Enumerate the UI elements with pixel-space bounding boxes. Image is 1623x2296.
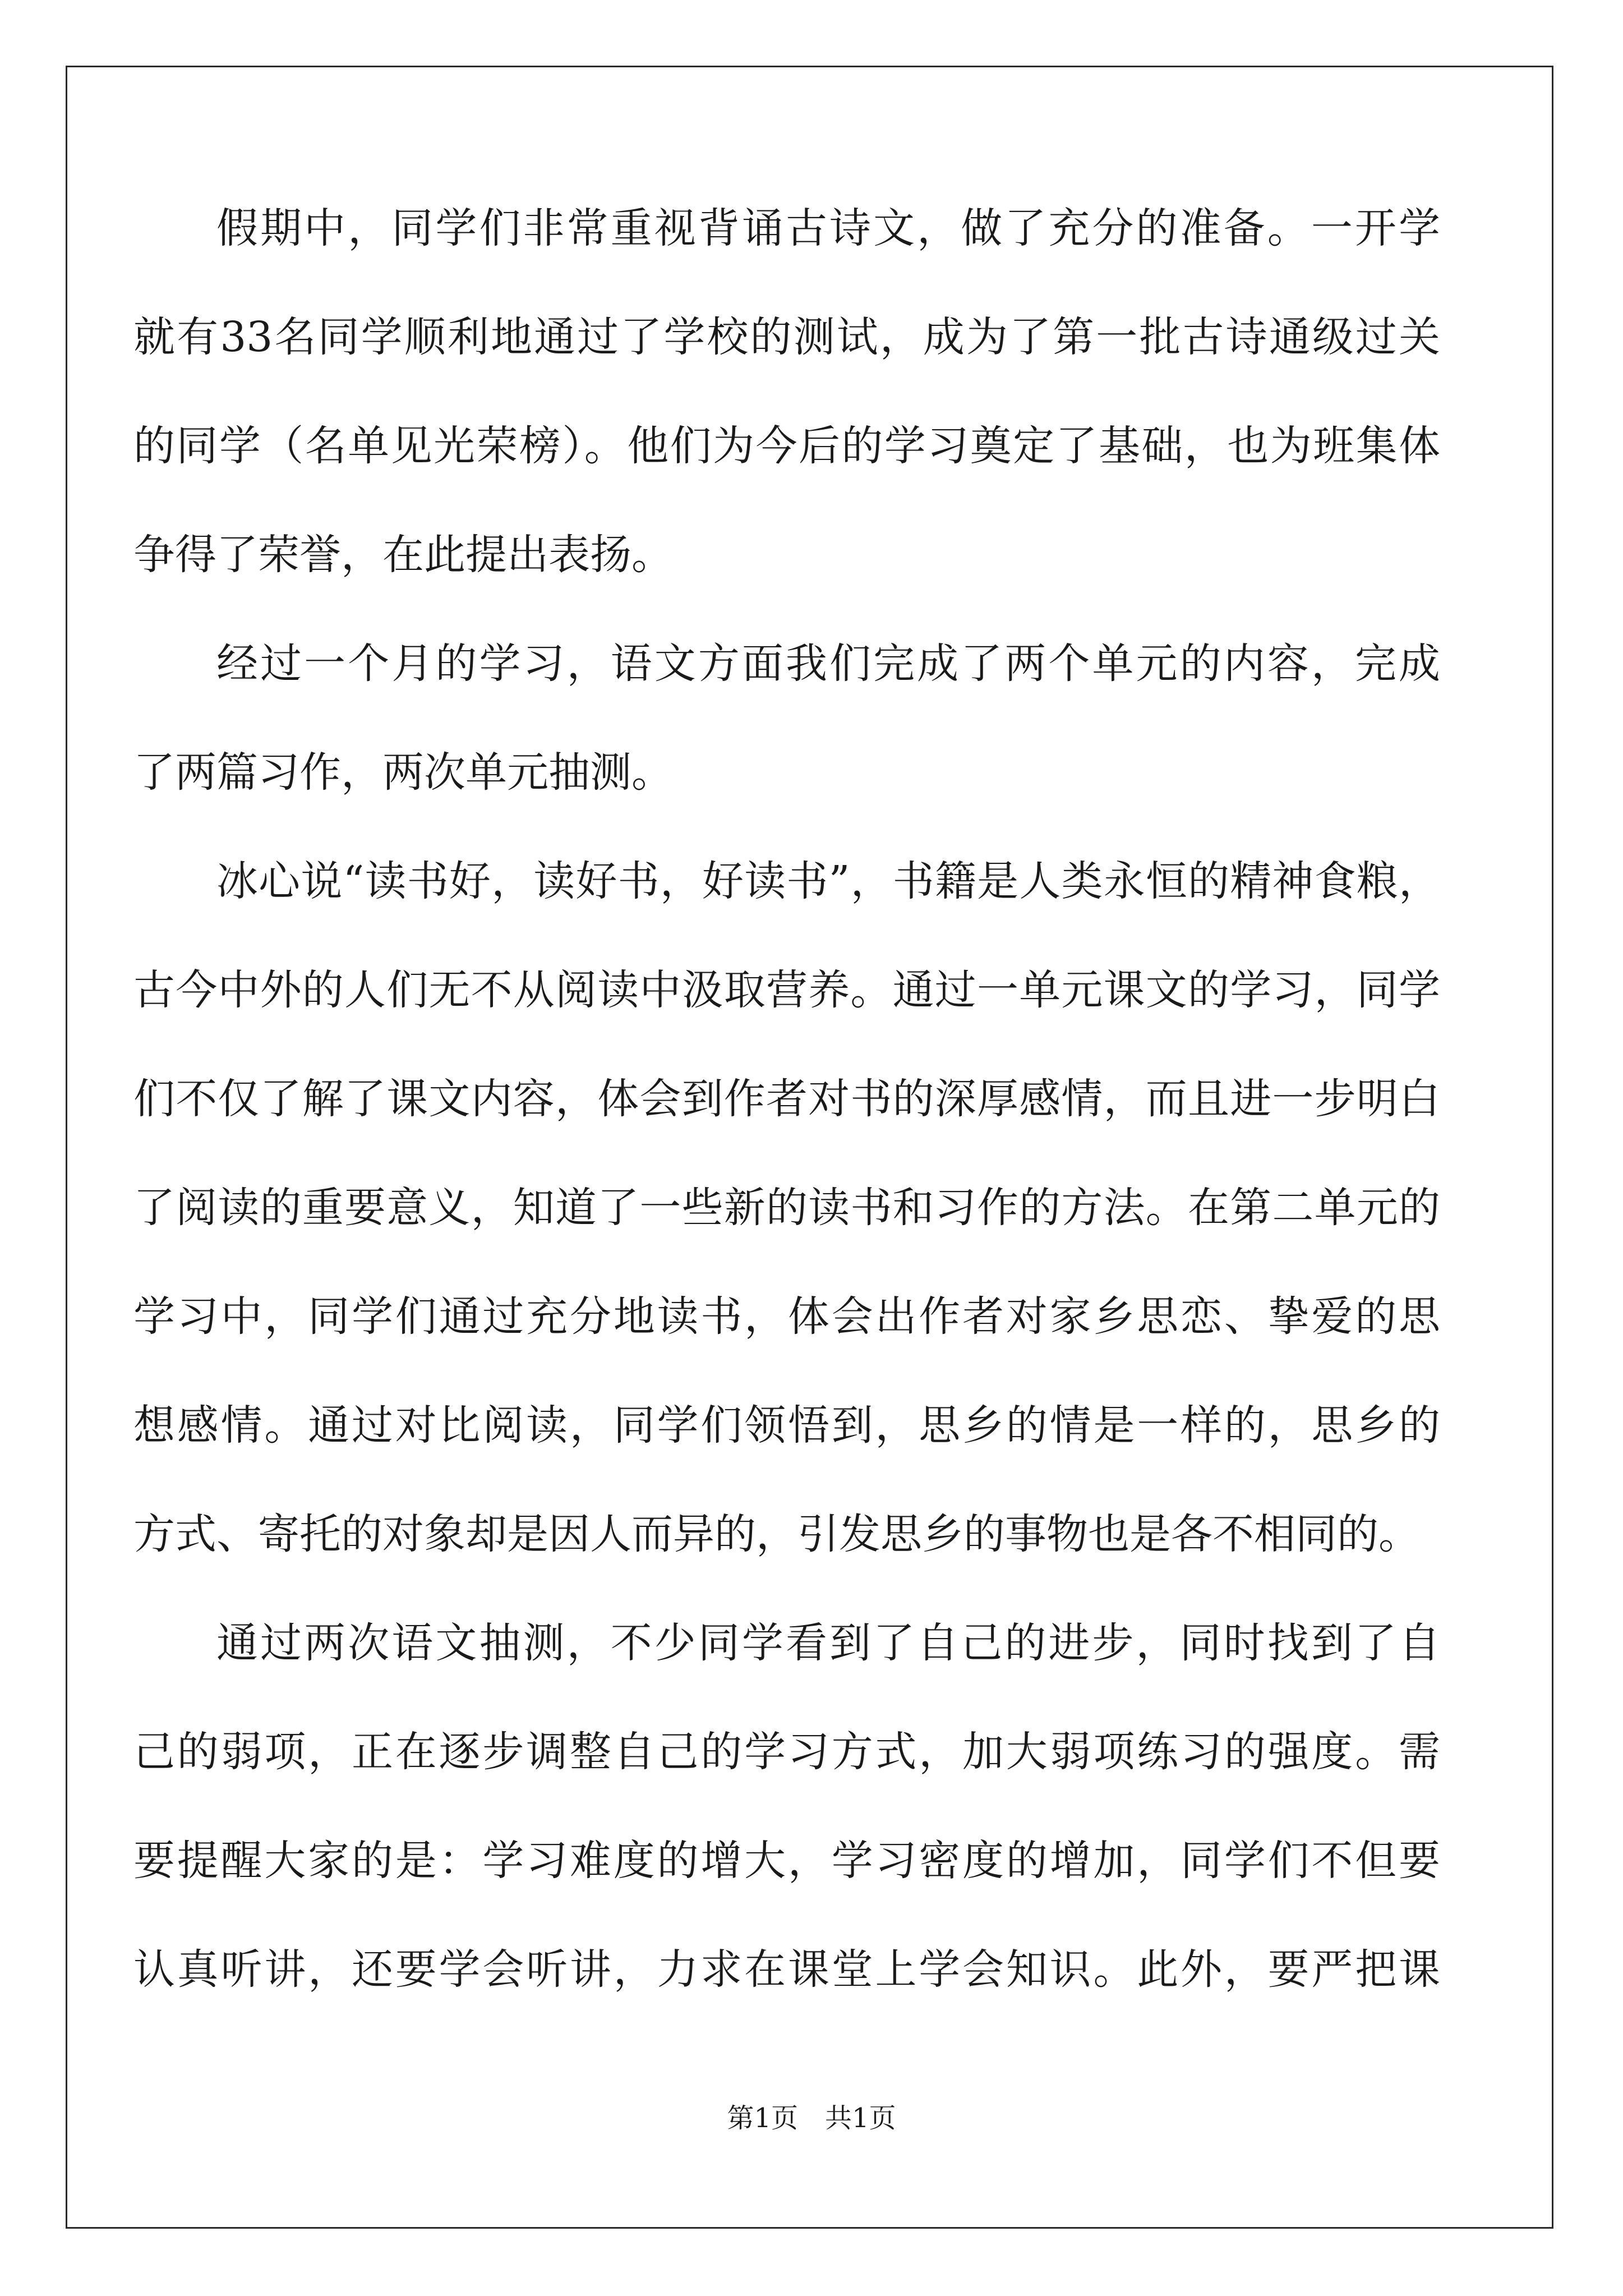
text-line: 想感情。通过对比阅读，同学们领悟到，思乡的情是一样的，思乡的: [133, 1401, 1440, 1450]
text-line: 要提醒大家的是：学习难度的增大，学习密度的增加，同学们不但要: [133, 1837, 1440, 1885]
text-line: 就有33名同学顺利地通过了学校的测试，成为了第一批古诗通级过关: [133, 313, 1440, 361]
text-line: 古今中外的人们无不从阅读中汲取营养。通过一单元课文的学习，同学: [133, 966, 1440, 1014]
text-line: 冰心说“读书好，读好书，好读书”，书籍是人类永恒的精神食粮，: [216, 857, 1440, 905]
document-body: [133, 204, 1440, 2058]
text-line: 学习中，同学们通过充分地读书，体会出作者对家乡思恋、挚爱的思: [133, 1292, 1440, 1341]
page-number-current: 第1页: [727, 2102, 798, 2134]
text-line: 的同学（名单见光荣榜）。他们为今后的学习奠定了基础，也为班集体: [133, 422, 1440, 470]
text-line: 经过一个月的学习，语文方面我们完成了两个单元的内容，完成: [216, 639, 1440, 688]
paragraph: [133, 1619, 1440, 2058]
text-line: 己的弱项，正在逐步调整自己的学习方式，加大弱项练习的强度。需: [133, 1728, 1440, 1776]
paragraph: [133, 857, 1440, 1622]
text-line: 争得了荣誉，在此提出表扬。: [133, 531, 673, 579]
text-line: 通过两次语文抽测，不少同学看到了自己的进步，同时找到了自: [216, 1619, 1440, 1667]
text-line: 认真听讲，还要学会听讲，力求在课堂上学会知识。此外，要严把课: [133, 1945, 1440, 1994]
text-line: 方式、寄托的对象却是因人而异的，引发思乡的事物也是各不相同的。: [133, 1510, 1420, 1558]
text-line: 了两篇习作，两次单元抽测。: [133, 748, 673, 797]
text-line: 们不仅了解了课文内容，体会到作者对书的深厚感情，而且进一步明白: [133, 1075, 1440, 1123]
text-line: 了阅读的重要意义，知道了一些新的读书和习作的方法。在第二单元的: [133, 1184, 1440, 1232]
paragraph: [133, 639, 1440, 861]
page-footer: [0, 2102, 1623, 2134]
text-line: 假期中，同学们非常重视背诵古诗文，做了充分的准备。一开学: [216, 204, 1440, 252]
paragraph: [133, 204, 1440, 643]
page-number-total: 共1页: [825, 2102, 896, 2134]
